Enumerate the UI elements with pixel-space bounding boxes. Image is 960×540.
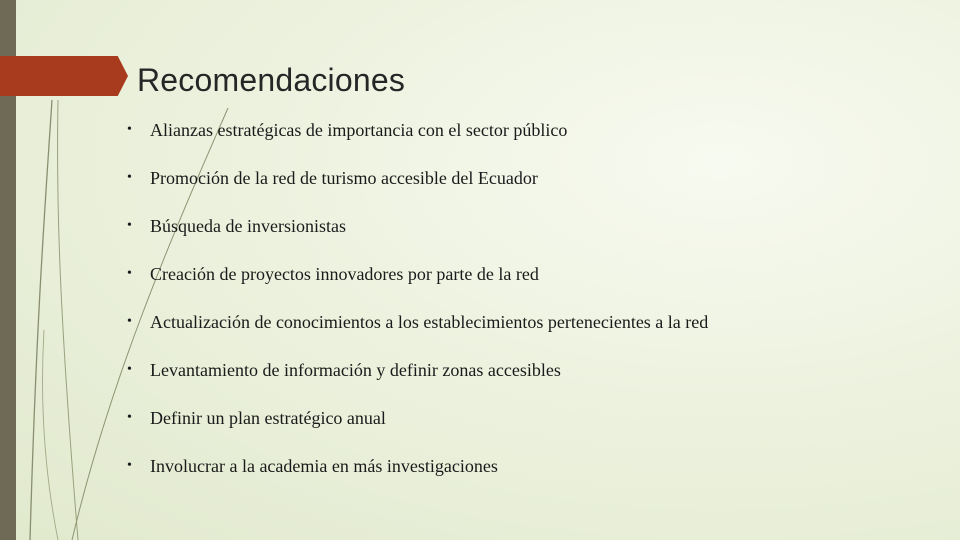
bullet-text: Promoción de la red de turismo accesible del Ecuador <box>150 168 538 188</box>
bullet-icon: • <box>127 362 132 377</box>
bullet-icon: • <box>127 458 132 473</box>
bullet-item <box>127 118 708 166</box>
bullet-item <box>127 310 708 358</box>
bullet-list <box>127 118 708 502</box>
bullet-icon: • <box>127 266 132 281</box>
bullet-text: Levantamiento de información y definir zonas accesibles <box>150 360 561 380</box>
bullet-item <box>127 454 708 502</box>
bullet-text: Definir un plan estratégico anual <box>150 408 386 428</box>
slide-title: Recomendaciones <box>137 62 406 98</box>
bullet-text: Actualización de conocimientos a los establecimientos pertenecientes a la red <box>150 312 709 332</box>
bullet-icon: • <box>127 314 132 329</box>
bullet-item <box>127 358 708 406</box>
bullet-text: Alianzas estratégicas de importancia con el sector público <box>150 120 568 140</box>
bullet-text: Involucrar a la academia en más investigaciones <box>150 456 498 476</box>
bullet-icon: • <box>127 218 132 233</box>
bullet-item <box>127 166 708 214</box>
title-accent-arrow <box>0 56 128 96</box>
bullet-icon: • <box>127 122 132 137</box>
bullet-icon: • <box>127 170 132 185</box>
bullet-text: Creación de proyectos innovadores por parte de la red <box>150 264 539 284</box>
bullet-icon: • <box>127 410 132 425</box>
bullet-text: Búsqueda de inversionistas <box>150 216 346 236</box>
bullet-item <box>127 406 708 454</box>
bullet-item <box>127 214 708 262</box>
bullet-item <box>127 262 708 310</box>
